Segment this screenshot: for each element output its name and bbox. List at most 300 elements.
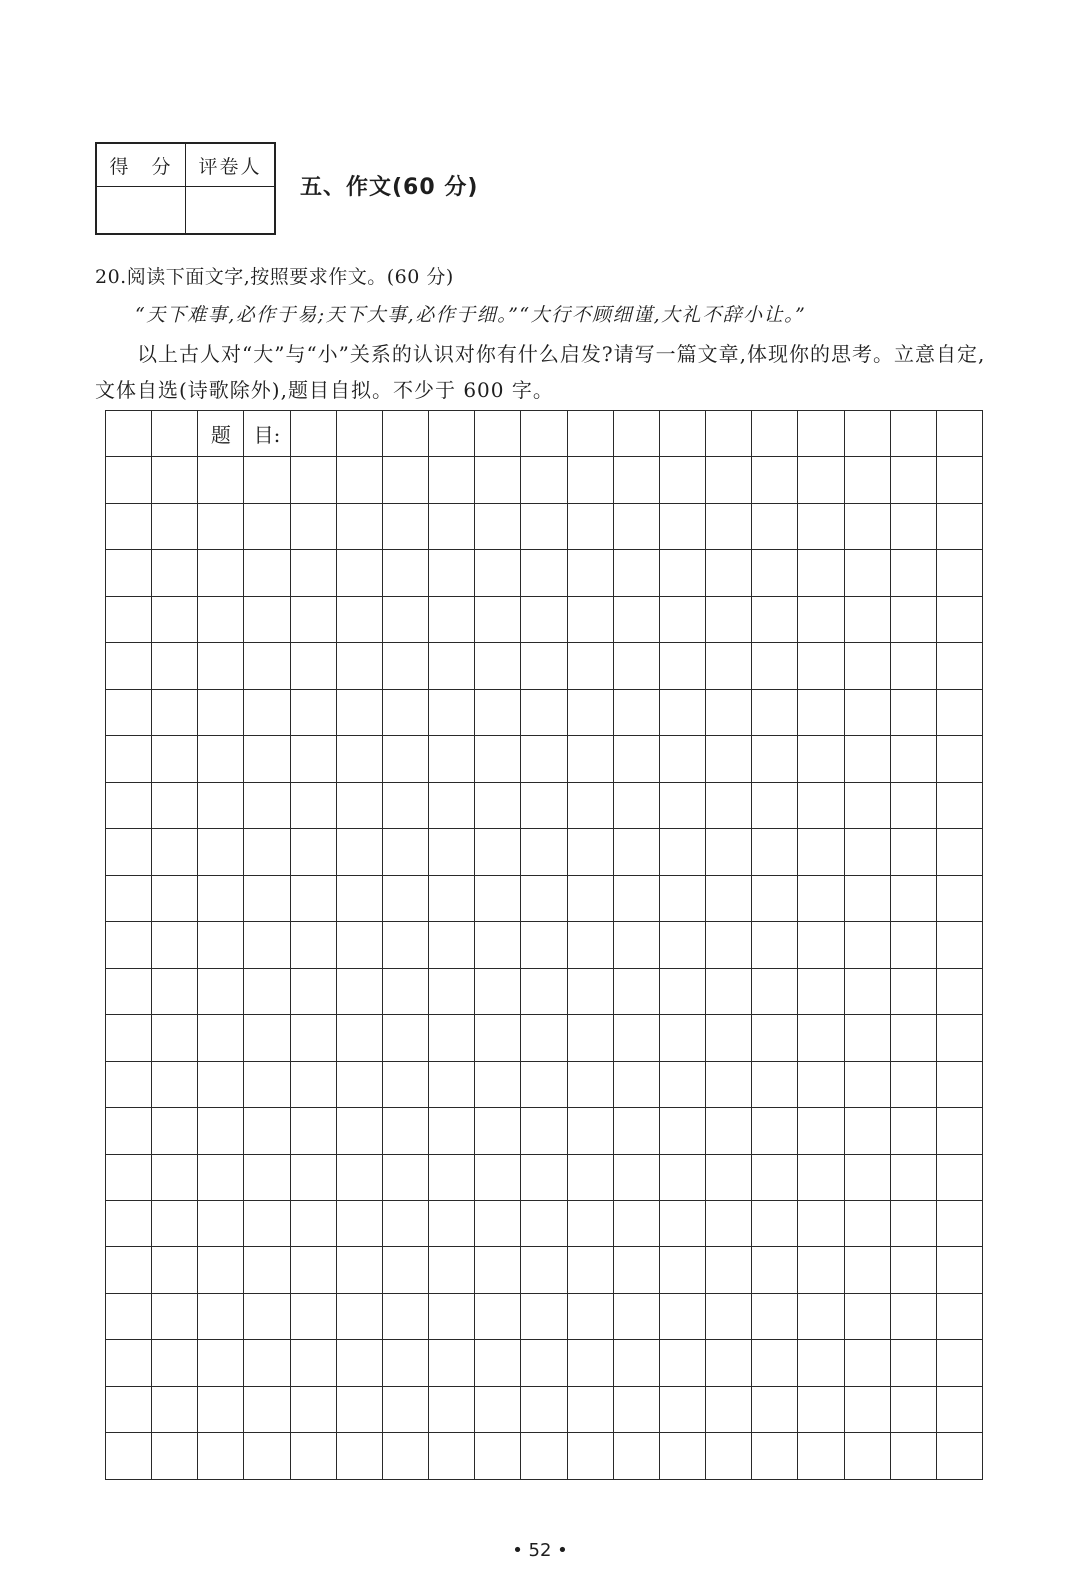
grid-cell[interactable] [706,1247,752,1293]
grid-cell[interactable] [613,643,659,689]
grid-cell[interactable] [844,1340,890,1386]
grid-cell[interactable] [336,1293,382,1339]
grid-cell[interactable] [336,782,382,828]
grid-cell[interactable] [429,782,475,828]
grid-cell[interactable] [613,829,659,875]
grid-cell[interactable] [798,1433,844,1480]
grid-cell[interactable] [613,736,659,782]
grid-cell[interactable] [752,596,798,642]
grid-cell[interactable] [429,1386,475,1432]
grid-cell[interactable] [936,503,982,549]
grid-cell[interactable] [752,1293,798,1339]
grid-cell[interactable] [567,643,613,689]
grid-cell[interactable] [706,1015,752,1061]
grid-cell[interactable] [152,1015,198,1061]
grid-cell[interactable] [613,1154,659,1200]
grid-cell[interactable] [475,411,521,457]
grid-cell[interactable] [798,1293,844,1339]
grid-cell[interactable] [244,643,290,689]
grid-cell[interactable] [336,968,382,1014]
grid-cell[interactable] [890,968,936,1014]
grid-cell[interactable] [798,1386,844,1432]
grid-cell[interactable] [152,1247,198,1293]
grid-cell[interactable] [382,411,428,457]
grid-cell[interactable] [936,596,982,642]
grid-cell[interactable] [290,1340,336,1386]
grid-cell[interactable] [475,736,521,782]
grid-cell[interactable] [336,1061,382,1107]
grid-cell[interactable] [336,643,382,689]
grid-cell[interactable] [659,1108,705,1154]
grid-cell[interactable] [521,689,567,735]
grid-cell[interactable] [752,643,798,689]
grid-cell[interactable] [429,596,475,642]
grid-cell[interactable] [844,596,890,642]
grid-cell[interactable] [475,1340,521,1386]
grid-cell[interactable] [198,968,244,1014]
grid-cell[interactable] [844,782,890,828]
grid-cell[interactable] [890,1108,936,1154]
grid-cell[interactable] [382,1015,428,1061]
grid-cell[interactable] [290,829,336,875]
grid-cell[interactable] [659,1061,705,1107]
grid-cell[interactable] [659,503,705,549]
grid-cell[interactable] [659,411,705,457]
grid-cell[interactable] [106,1340,152,1386]
grid-cell[interactable] [475,782,521,828]
grid-cell[interactable] [106,1293,152,1339]
grid-cell[interactable] [106,1015,152,1061]
grid-cell[interactable] [429,829,475,875]
grid-cell[interactable] [752,875,798,921]
grid-cell[interactable] [152,1200,198,1246]
grid-cell[interactable] [244,1108,290,1154]
grid-cell[interactable] [336,503,382,549]
grid-cell[interactable] [936,550,982,596]
grid-cell[interactable] [336,596,382,642]
grid-cell[interactable] [659,1015,705,1061]
grid-cell[interactable] [198,1386,244,1432]
grid-cell[interactable] [936,1433,982,1480]
grid-cell[interactable] [429,875,475,921]
grid-cell[interactable] [244,1200,290,1246]
grid-cell[interactable] [152,1061,198,1107]
grid-cell[interactable] [613,1433,659,1480]
grid-cell[interactable] [613,922,659,968]
grid-cell[interactable] [475,503,521,549]
grid-cell[interactable] [475,596,521,642]
grid-cell[interactable] [106,1154,152,1200]
grid-cell[interactable] [936,1247,982,1293]
grid-cell[interactable] [706,550,752,596]
grid-cell[interactable] [706,1293,752,1339]
grid-cell[interactable] [152,1433,198,1480]
grid-cell[interactable] [706,643,752,689]
grid-cell[interactable] [706,875,752,921]
grid-cell[interactable] [152,1108,198,1154]
grid-cell[interactable] [844,922,890,968]
grid-cell[interactable] [521,1015,567,1061]
grid-cell[interactable] [198,1340,244,1386]
grid-cell[interactable] [152,875,198,921]
grid-cell[interactable] [613,968,659,1014]
grid-cell[interactable] [336,1247,382,1293]
grid-cell[interactable] [290,689,336,735]
grid-cell[interactable] [198,1154,244,1200]
grid-cell[interactable] [844,1015,890,1061]
grid-cell[interactable] [798,782,844,828]
grid-cell[interactable] [429,457,475,503]
grid-cell[interactable] [567,1433,613,1480]
grid-cell[interactable] [106,968,152,1014]
grid-cell[interactable] [659,829,705,875]
grid-cell[interactable] [244,550,290,596]
grid-cell[interactable] [890,689,936,735]
grid-cell[interactable] [521,1293,567,1339]
grid-cell[interactable] [244,1061,290,1107]
grid-cell[interactable] [659,875,705,921]
grid-cell[interactable] [752,1433,798,1480]
grid-cell[interactable] [706,1061,752,1107]
grid-cell[interactable] [567,411,613,457]
grid-cell[interactable] [659,736,705,782]
grid-cell[interactable] [752,968,798,1014]
grid-cell[interactable] [567,596,613,642]
grid-cell[interactable] [475,968,521,1014]
grid-cell[interactable] [475,1108,521,1154]
grid-cell[interactable] [336,1015,382,1061]
grid-cell[interactable] [152,782,198,828]
grid-cell[interactable] [798,550,844,596]
grid-cell[interactable] [475,1061,521,1107]
grid-cell[interactable] [659,457,705,503]
grid-cell[interactable] [798,875,844,921]
grid-cell[interactable] [613,596,659,642]
grid-cell[interactable] [890,643,936,689]
grid-cell[interactable] [613,411,659,457]
grid-cell[interactable] [706,411,752,457]
grid-cell[interactable] [290,782,336,828]
grid-cell[interactable] [152,1293,198,1339]
grid-cell[interactable] [706,503,752,549]
grid-cell[interactable] [382,829,428,875]
grid-cell[interactable] [567,1340,613,1386]
grid-cell[interactable] [152,1386,198,1432]
grid-cell[interactable] [475,457,521,503]
grid-cell[interactable] [290,457,336,503]
grid-cell[interactable] [244,457,290,503]
grid-cell[interactable] [198,1015,244,1061]
grid-cell[interactable] [890,1386,936,1432]
grid-cell[interactable] [336,736,382,782]
grid-cell[interactable] [152,411,198,457]
grid-cell[interactable] [290,1061,336,1107]
grid-cell[interactable] [890,411,936,457]
grid-cell[interactable] [382,782,428,828]
grid-cell[interactable] [936,1200,982,1246]
grid-cell[interactable] [475,643,521,689]
grid-cell[interactable] [521,1108,567,1154]
grid-cell[interactable] [290,736,336,782]
grid-cell[interactable] [936,968,982,1014]
grid-cell[interactable] [890,1061,936,1107]
grid-cell[interactable] [336,457,382,503]
grid-cell[interactable] [521,503,567,549]
grid-cell[interactable] [382,596,428,642]
grid-cell[interactable] [106,457,152,503]
grid-cell[interactable] [752,550,798,596]
grid-cell[interactable] [244,1433,290,1480]
grid-cell[interactable] [475,1247,521,1293]
grid-cell[interactable] [106,922,152,968]
grid-cell[interactable] [244,1340,290,1386]
grid-cell[interactable] [521,643,567,689]
grid-cell[interactable] [890,875,936,921]
grid-cell[interactable] [475,550,521,596]
grid-cell[interactable] [936,457,982,503]
grid-cell[interactable] [798,829,844,875]
grid-cell[interactable] [936,1340,982,1386]
grid-cell[interactable] [567,1293,613,1339]
grid-cell[interactable] [936,643,982,689]
grid-cell[interactable] [798,1200,844,1246]
grid-cell[interactable] [798,1015,844,1061]
grid-cell[interactable] [890,829,936,875]
grid-cell[interactable] [752,1108,798,1154]
grid-cell[interactable] [336,1340,382,1386]
grid-cell[interactable] [152,457,198,503]
grid-cell[interactable] [706,829,752,875]
grid-cell[interactable] [382,1200,428,1246]
grid-cell[interactable] [290,503,336,549]
grid-cell[interactable] [198,1061,244,1107]
grid-cell[interactable] [198,829,244,875]
grid-cell[interactable] [659,1340,705,1386]
grid-cell[interactable] [244,829,290,875]
grid-cell[interactable] [844,503,890,549]
grid-cell[interactable] [152,643,198,689]
grid-cell[interactable] [844,1433,890,1480]
grid-cell[interactable] [798,736,844,782]
grid-cell[interactable] [429,689,475,735]
grid-cell[interactable] [429,968,475,1014]
grid-cell[interactable] [382,1340,428,1386]
grid-cell[interactable] [567,503,613,549]
grid-cell[interactable] [798,596,844,642]
grid-cell[interactable] [429,1108,475,1154]
grid-cell[interactable] [475,1433,521,1480]
grid-cell[interactable] [706,922,752,968]
grid-cell[interactable] [844,1247,890,1293]
grid-cell[interactable] [152,829,198,875]
grid-cell[interactable] [290,1154,336,1200]
grid-cell[interactable] [382,503,428,549]
grid-cell[interactable] [844,1061,890,1107]
grid-cell[interactable] [475,689,521,735]
grid-cell[interactable] [290,411,336,457]
grid-cell[interactable] [290,550,336,596]
grid-cell[interactable] [198,1247,244,1293]
grid-cell[interactable] [567,1015,613,1061]
grid-cell[interactable] [706,968,752,1014]
grid-cell[interactable] [890,1293,936,1339]
grid-cell[interactable] [798,457,844,503]
grid-cell[interactable] [475,829,521,875]
grid-cell[interactable] [382,1247,428,1293]
grid-cell[interactable] [106,1386,152,1432]
grid-cell[interactable] [844,1154,890,1200]
grid-cell[interactable] [659,922,705,968]
grid-cell[interactable] [890,550,936,596]
grid-cell[interactable] [798,689,844,735]
grid-cell[interactable] [659,550,705,596]
grid-cell[interactable] [521,550,567,596]
grid-cell[interactable] [382,1433,428,1480]
grid-cell[interactable] [567,550,613,596]
grid-cell[interactable] [336,829,382,875]
grid-cell[interactable] [567,1200,613,1246]
grid-cell[interactable] [890,922,936,968]
grid-cell[interactable] [798,922,844,968]
grid-cell[interactable] [198,875,244,921]
grid-cell[interactable] [567,1108,613,1154]
grid-cell[interactable] [844,411,890,457]
grid-cell[interactable] [290,1015,336,1061]
grid-cell[interactable] [429,503,475,549]
grid-cell[interactable] [429,1200,475,1246]
grid-cell[interactable] [567,875,613,921]
grid-cell[interactable] [382,1061,428,1107]
grid-cell[interactable] [890,736,936,782]
grid-cell[interactable] [936,411,982,457]
grid-cell[interactable] [659,596,705,642]
grid-cell[interactable] [798,1061,844,1107]
grid-cell[interactable] [382,1154,428,1200]
grid-cell[interactable] [290,1200,336,1246]
grid-cell[interactable] [244,1293,290,1339]
grid-cell[interactable] [798,1247,844,1293]
grid-cell[interactable] [336,1386,382,1432]
grid-cell[interactable] [382,550,428,596]
grid-cell[interactable] [429,736,475,782]
grid-cell[interactable] [706,1108,752,1154]
score-field[interactable] [96,187,186,235]
answer-grid[interactable] [105,410,983,1480]
grid-cell[interactable] [382,736,428,782]
grader-field[interactable] [186,187,276,235]
grid-cell[interactable] [152,550,198,596]
grid-cell[interactable] [798,1340,844,1386]
grid-cell[interactable] [798,503,844,549]
grid-cell[interactable] [336,1154,382,1200]
grid-cell[interactable] [244,503,290,549]
grid-cell[interactable] [382,1108,428,1154]
grid-cell[interactable] [706,1200,752,1246]
grid-cell[interactable] [890,1200,936,1246]
grid-cell[interactable] [844,457,890,503]
grid-cell[interactable] [613,689,659,735]
grid-cell[interactable] [336,411,382,457]
grid-cell[interactable] [613,1200,659,1246]
grid-cell[interactable] [706,457,752,503]
grid-cell[interactable] [336,550,382,596]
grid-cell[interactable] [890,1247,936,1293]
grid-cell[interactable] [659,1433,705,1480]
grid-cell[interactable] [844,1108,890,1154]
grid-cell[interactable] [613,503,659,549]
grid-cell[interactable] [198,457,244,503]
grid-cell[interactable] [567,1247,613,1293]
grid-cell[interactable] [567,1386,613,1432]
grid-cell[interactable] [752,736,798,782]
grid-cell[interactable] [890,782,936,828]
grid-cell[interactable] [752,1200,798,1246]
grid-cell[interactable] [613,1293,659,1339]
grid-cell[interactable] [152,503,198,549]
grid-cell[interactable] [567,736,613,782]
grid-cell[interactable] [659,968,705,1014]
grid-cell[interactable] [936,1108,982,1154]
grid-cell[interactable] [198,1433,244,1480]
grid-cell[interactable] [521,1200,567,1246]
grid-cell[interactable] [244,922,290,968]
grid-cell[interactable] [844,875,890,921]
grid-cell[interactable] [706,736,752,782]
grid-cell[interactable] [198,782,244,828]
grid-cell[interactable] [429,1340,475,1386]
grid-cell[interactable] [752,1154,798,1200]
grid-cell[interactable] [429,1247,475,1293]
grid-cell[interactable] [567,457,613,503]
grid-cell[interactable] [521,736,567,782]
grid-cell[interactable] [613,1015,659,1061]
grid-cell[interactable] [936,1386,982,1432]
grid-cell[interactable] [613,1108,659,1154]
grid-cell[interactable] [521,922,567,968]
grid-cell[interactable] [844,550,890,596]
grid-cell[interactable] [290,1247,336,1293]
grid-cell[interactable] [429,643,475,689]
grid-cell[interactable] [659,1293,705,1339]
grid-cell[interactable] [244,782,290,828]
grid-cell[interactable] [890,1154,936,1200]
grid-cell[interactable] [521,829,567,875]
grid-cell[interactable] [475,922,521,968]
grid-cell[interactable] [382,643,428,689]
grid-cell[interactable] [659,689,705,735]
grid-cell[interactable] [429,1293,475,1339]
grid-cell[interactable] [198,596,244,642]
grid-cell[interactable] [382,922,428,968]
grid-cell[interactable] [106,411,152,457]
grid-cell[interactable] [936,875,982,921]
grid-cell[interactable] [936,829,982,875]
grid-cell[interactable] [567,782,613,828]
grid-cell[interactable] [106,736,152,782]
grid-cell[interactable] [152,1154,198,1200]
grid-cell[interactable] [106,689,152,735]
grid-cell[interactable] [567,689,613,735]
grid-cell[interactable] [475,1200,521,1246]
grid-cell[interactable] [198,1293,244,1339]
grid-cell[interactable] [106,550,152,596]
grid-cell[interactable] [659,1247,705,1293]
grid-cell[interactable] [844,1293,890,1339]
grid-cell[interactable] [106,829,152,875]
grid-cell[interactable] [290,596,336,642]
grid-cell[interactable] [844,643,890,689]
grid-cell[interactable] [106,1433,152,1480]
